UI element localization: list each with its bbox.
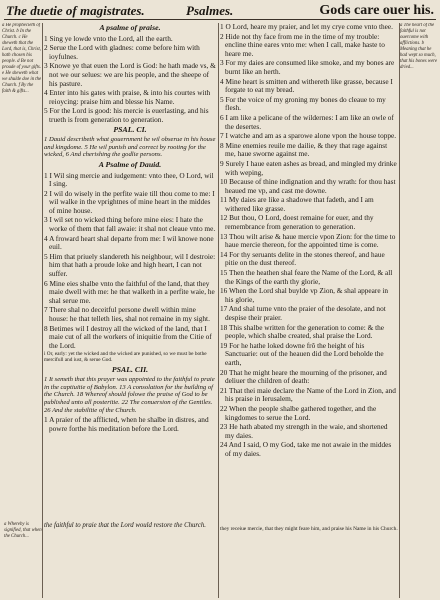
psalm-101-label: PSAL. CI. [113, 124, 147, 134]
margin-rule-left [42, 23, 43, 598]
verse: 1 I Wil sing mercie and iudgement: vnto thee, O Lord, wil I sing. [44, 170, 214, 189]
header-left: The duetie of magistrates. [6, 3, 145, 18]
verse: 24 And I said, O my God, take me not awaie in the middes of my daies. [220, 440, 392, 458]
verse: 10 Because of thine indignation and thy wrath: for thou hast heaued me vp, and cast me downe. [220, 177, 396, 195]
verse: 22 When the people shalbe gathered together, and the kingdomes to serue the Lord. [220, 403, 377, 422]
verse: 4 Mine heart is smitten and withereth like grasse, because I forgate to eat my bread. [220, 76, 393, 95]
verse: 4 Enter into his gates with praise, & into his courtes with reioycing: praise him and blesse his Name. [44, 88, 211, 106]
psalm-101-title: A Psalme of Dauid. [98, 159, 162, 169]
verse: 14 For thy seruants delite in the stones thereof, and haue pitie on the dust thereof. [220, 249, 385, 268]
verse: 6 Mine eies shalbe vnto the faithful of the land, that they maie dwell with me: he that walketh in a perfite waie, he shal serue me. [44, 278, 215, 305]
header-right: Gods care ouer his. [319, 3, 434, 18]
verse: 23 He hath abated my strength in the waie, and shortened my daies. [220, 422, 388, 440]
verse: 15 Then the heathen shal feare the Name of the Lord, & all the Kings of the earth thy glorie, [220, 268, 393, 286]
verse: 1 O Lord, heare my praier, and let my crye come vnto thee. [220, 23, 393, 31]
footer-left-margin: a Whereby is signified, that when the Church... [4, 522, 42, 539]
column-divider [218, 23, 219, 598]
left-margin-notes: a He prophecieth of Christ. b In the Church. c He sheweth that the Lord, that is, Christ, hath chosen his people. d Be not proude of your gifts. e He sheweth what we shulde doe in the Church. f By the faith & gifts... [2, 23, 42, 94]
psalm-101-argument: 1 Dauid describeth what gouernment he wil obserue in his house and kingdome. 5 He wil punish and correct by rooting for the wicked, 6 And cherishing the godlie persons. [44, 136, 216, 159]
footer-right-text: they receiue mercie, that they might feare him, and praise his Name in his Church. [220, 526, 398, 532]
verse: 3 I wil set no wicked thing before mine eies: I hate the worke of them that fall awaie: it shal not cleaue vnto me. [44, 215, 216, 234]
verse: 16 When the Lord shal buylde vp Zion, & shal appeare in his glorie, [220, 286, 389, 304]
psalm-101-footnote: i Or, early: yet the wicked and the wicked are punished, so we must be bothe mercifull and iust, & serue God. [44, 351, 207, 364]
running-header [4, 3, 436, 20]
verse: 11 My daies are like a shadowe that fadeth, and I am withered like grasse. [220, 195, 374, 213]
verse: 1 Sing ye lowde vnto the Lord, all the earth. [44, 33, 173, 43]
verse: 8 Betimes wil I destroy all the wicked of the land, that I maie cut of all the workers of iniquitie from the Citie of the Lord. [44, 323, 212, 350]
header-rule [4, 19, 436, 20]
verse: 13 Thou wilt arise & haue mercie vpon Zion: for the time to haue mercie thereon, for the appointed time is come. [220, 231, 396, 250]
psalm-100-verses [44, 35, 216, 125]
verse: 2 Serue the Lord with gladnes: come before him with ioyfulnes. [44, 43, 200, 61]
verse: 2 I wil do wisely in the perfite waie till thou come to me: I wil walke in the vprightnes of mine heart in the middes of mine house. [44, 188, 215, 215]
psalm-102-label: PSAL. CII. [111, 364, 149, 374]
footer-left-text: the faithful to praie that the Lord would restore the Church. [44, 522, 206, 529]
verse: 1 A praier of the afflicted, when he shalbe in distres, and powre forthe his meditation before the Lord. [44, 415, 209, 433]
verse: 8 Mine enemies reuile me dailie, & they that rage against me, haue sworne against me. [220, 140, 388, 159]
verse: 5 For the voice of my groning my bones do cleaue to my flesh. [220, 94, 386, 113]
verse: 7 There shal no deceitful persone dwell within mine house: he that telleth lies, shal not remaine in my sight. [44, 305, 210, 323]
verse: 12 But thou, O Lord, doest remaine for euer, and thy remembrance from generation to generation. [220, 213, 374, 232]
right-column [220, 23, 398, 523]
psalm-102-argument: 1 It semeth that this prayer was appointed to the faithful to praie in the captiuitie of Babylon. 13 A consolation for the building of the Church. 18 Whereof should folowe the praise of God to be published unto all posteritie. 22 The conuersion of the Gentiles. 26 And the stabilitie of the Church. [44, 376, 215, 414]
left-column [44, 23, 216, 513]
verse: 18 This shalbe written for the generation to come: & the people, which shalbe created, shal praise the Lord. [220, 322, 385, 341]
psalm-101-verses [44, 172, 216, 351]
verse: 3 Knowe ye that euen the Lord is God: he hath made vs, & not we our selues: we are his people, and the sheepe of his pasture. [44, 61, 216, 88]
verse: 2 Hide not thy face from me in the time of my trouble: encline thine eares vnto me: when I call, make haste to heare me. [220, 31, 385, 58]
right-margin-notes: a The heart of the faithful is not ouercome with afflictions. b Meaning that he had wept so much, that his bones were dried... [400, 23, 437, 70]
verse: 6 I am like a pelicane of the wildernes: I am like an owle of the desertes. [220, 112, 394, 131]
verse: 17 And shal turne vnto the praier of the desolate, and not despise their praier. [220, 304, 386, 322]
header-center: Psalmes. [186, 3, 234, 18]
psalm-100-title: A psalme of praise. [99, 23, 161, 32]
verse: 20 That he might heare the mourning of the prisoner, and deliuer the children of death: [220, 367, 387, 386]
verse: 5 Him that priuely slandereth his neighbour, wil I destroie: him that hath a proude loke and high heart, I can not suffer. [44, 251, 216, 279]
verse: 7 I watche and am as a sparowe alone vpon the house toppe. [220, 131, 397, 141]
verse: 4 A froward heart shal departe from me: I wil knowe none euil. [44, 233, 214, 252]
verse: 5 For the Lord is good: his mercie is euerlasting, and his trueth is from generation to generation. [44, 106, 209, 124]
verse: 9 Surely I haue eaten ashes as bread, and mingled my drinke with weping, [220, 158, 397, 177]
verse: 21 That thei maie declare the Name of the Lord in Zion, and his praise in Ierusalem, [220, 385, 396, 404]
verse: 3 For my daies are consumed like smoke, and my bones are burnt like an herth. [220, 58, 395, 76]
verse: 19 For he hathe loked downe frõ the height of his Sanctuarie: out of the heauen did the Lord beholde the earth, [220, 340, 384, 367]
